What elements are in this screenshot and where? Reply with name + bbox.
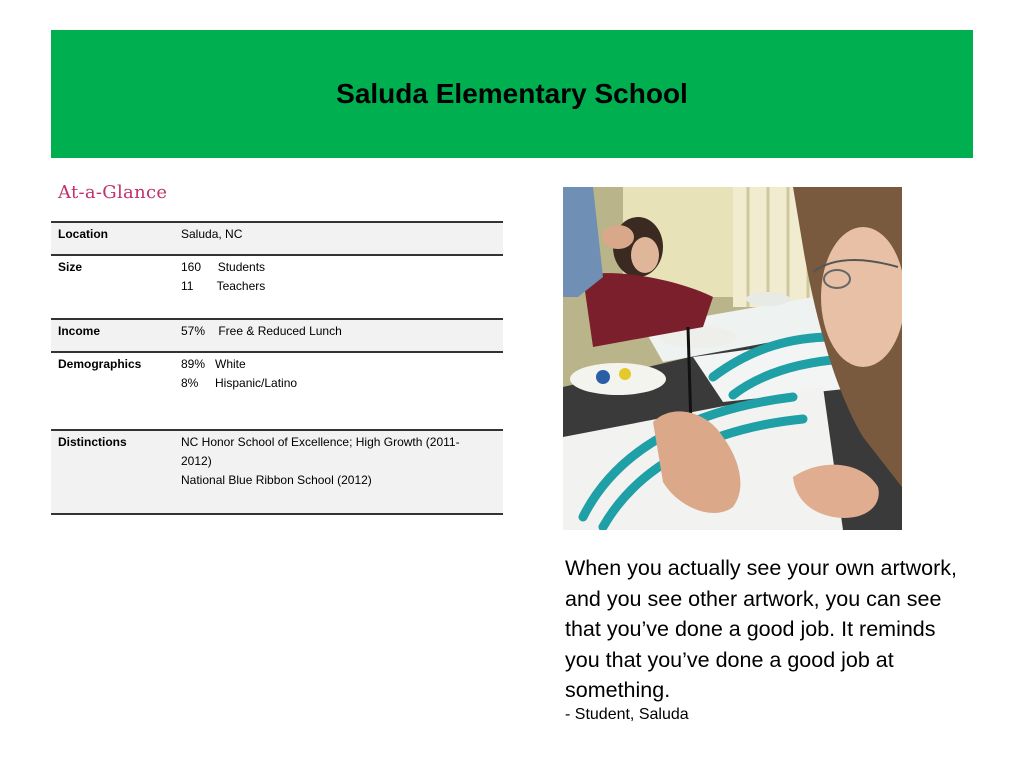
table-row-location (51, 223, 503, 256)
title-banner (51, 30, 973, 158)
at-a-glance-table (51, 221, 503, 515)
value-line: Saluda, NC (181, 227, 243, 241)
row-value (181, 353, 503, 429)
row-value (181, 256, 503, 318)
row-value (181, 431, 503, 513)
students-painting-photo (563, 187, 902, 530)
value-line: 57% Free & Reduced Lunch (181, 324, 342, 338)
table-row-demographics (51, 353, 503, 431)
row-label: Demographics (58, 357, 142, 371)
value-line: 89% White (181, 357, 246, 371)
section-heading: At-a-Glance (58, 182, 168, 203)
row-value (181, 223, 503, 254)
table-row-income (51, 320, 503, 353)
table-row-distinctions (51, 431, 503, 515)
value-line: 8% Hispanic/Latino (181, 376, 298, 390)
page-title: Saluda Elementary School (336, 78, 688, 109)
row-label: Distinctions (58, 435, 127, 449)
value-line: 160 Students (181, 260, 266, 274)
row-label: Location (58, 227, 108, 241)
value-line: 11 Teachers (181, 279, 266, 293)
row-value (181, 320, 503, 351)
student-quote: When you actually see your own artwork, and you see other artwork, you can see that you’ve done a good job. It reminds you that you’ve done a good job at something. (565, 556, 957, 702)
quote-attribution: - Student, Saluda (565, 706, 689, 723)
value-line: National Blue Ribbon School (2012) (181, 473, 372, 487)
row-label: Size (58, 260, 83, 274)
table-row-size (51, 256, 503, 320)
value-line: NC Honor School of Excellence; High Growth (2011-2012) (181, 435, 460, 468)
row-label: Income (58, 324, 101, 338)
